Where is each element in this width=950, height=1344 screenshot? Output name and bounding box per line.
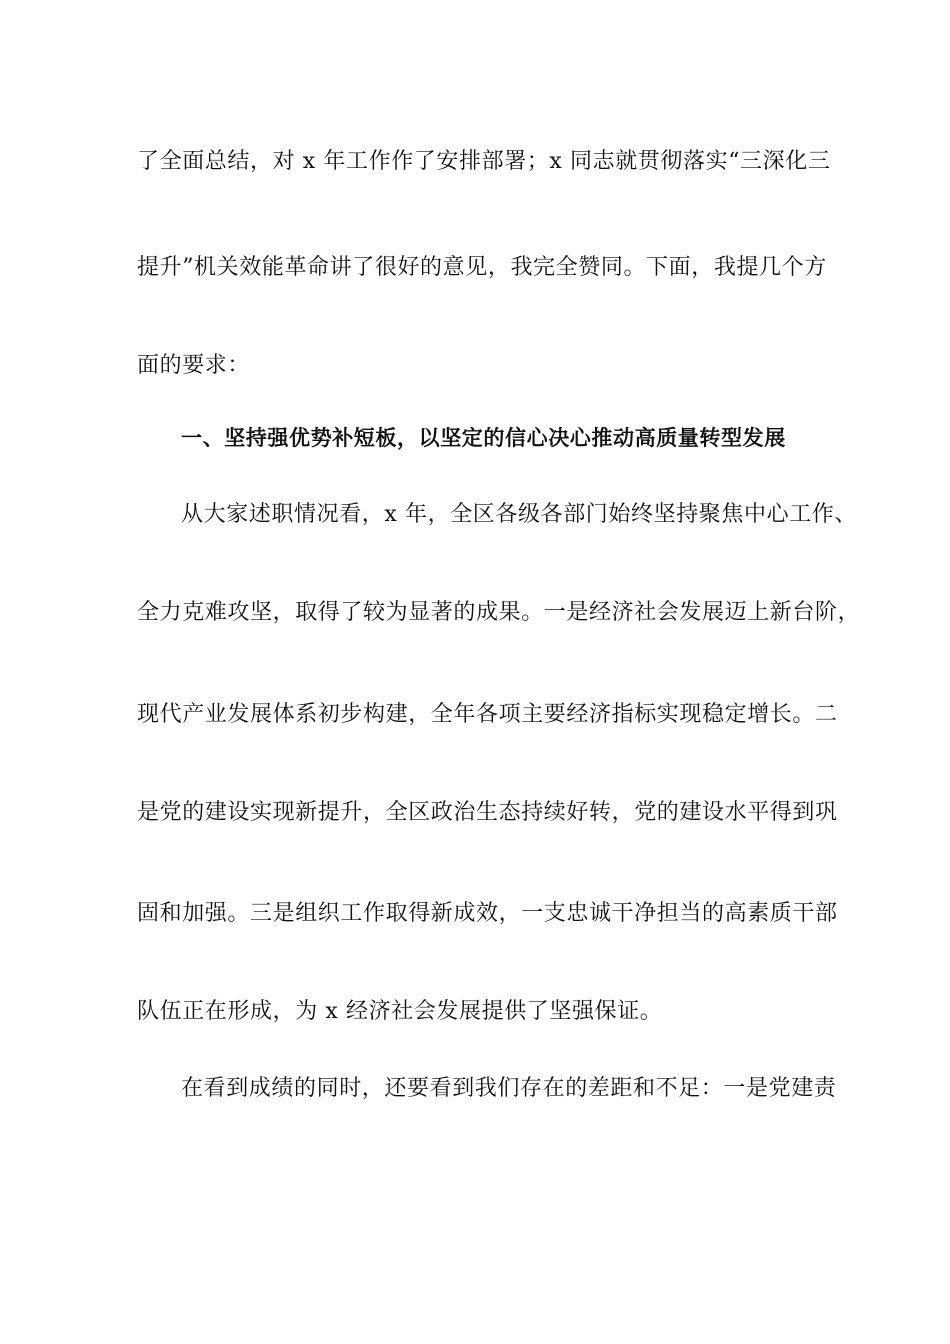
section-heading: 一、坚持强优势补短板，以坚定的信心决心推动高质量转型发展 (181, 425, 786, 450)
text-line: 固和加强。三是组织工作取得新成效，一支忠诚干净担当的高素质干部 (137, 901, 838, 926)
text-line: 从大家述职情况看，x 年，全区各级各部门始终坚持聚焦中心工作、 (181, 502, 858, 527)
text-line: 了全面总结，对 x 年工作作了安排部署；x 同志就贯彻落实“三深化三 (137, 149, 831, 174)
text-line: 在看到成绩的同时，还要看到我们存在的差距和不足：一是党建责 (181, 1076, 837, 1101)
text-line: 队伍正在形成，为 x 经济社会发展提供了坚强保证。 (137, 999, 663, 1024)
text-line: 是党的建设实现新提升，全区政治生态持续好转，党的建设水平得到巩 (137, 800, 838, 825)
text-line: 面的要求： (137, 353, 251, 378)
text-line: 现代产业发展体系初步构建，全年各项主要经济指标实现稳定增长。二 (137, 702, 838, 727)
text-line: 全力克难攻坚，取得了较为显著的成果。一是经济社会发展迈上新台阶， (137, 600, 861, 625)
text-line: 提升”机关效能革命讲了很好的意见，我完全赞同。下面，我提几个方 (137, 255, 827, 280)
